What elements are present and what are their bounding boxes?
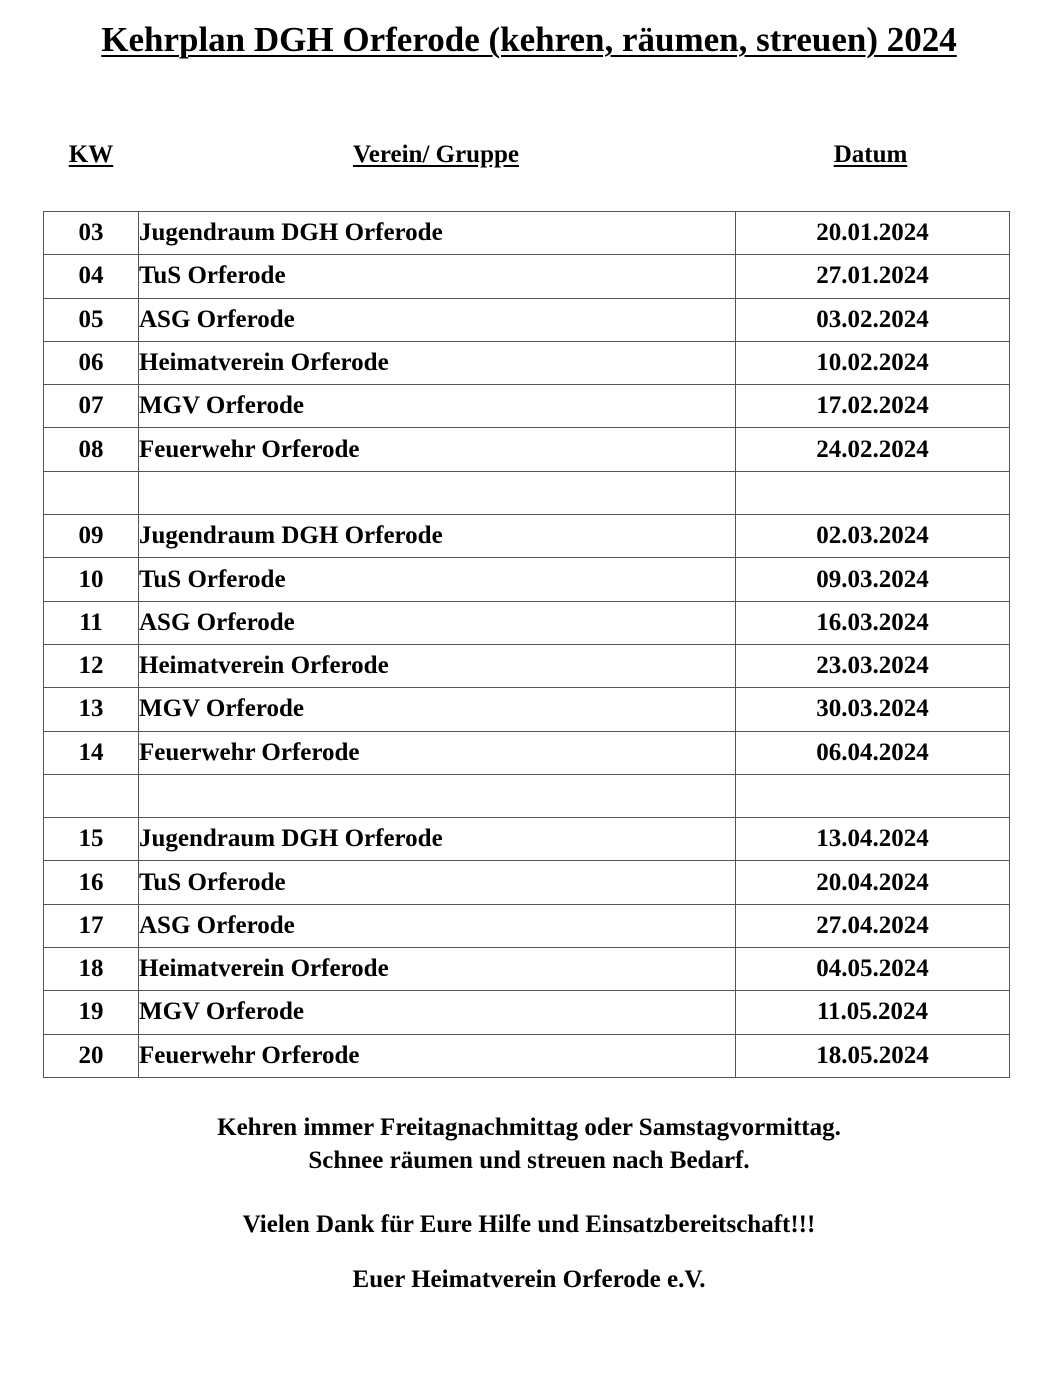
cell-kw: 15	[44, 818, 139, 861]
table-row	[44, 471, 1010, 514]
cell-kw: 04	[44, 255, 139, 298]
table-row	[44, 341, 1010, 384]
cell-datum: 03.02.2024	[736, 298, 1010, 341]
cell-kw: 14	[44, 731, 139, 774]
cell-datum: 04.05.2024	[736, 948, 1010, 991]
column-header-verein: Verein/ Gruppe	[353, 141, 519, 168]
column-header-datum: Datum	[833, 141, 908, 168]
cell-kw: 20	[44, 1034, 139, 1077]
table-row	[44, 774, 1010, 817]
table-row	[44, 601, 1010, 644]
cell-kw	[44, 774, 139, 817]
table-row	[44, 731, 1010, 774]
cell-verein: TuS Orferode	[139, 558, 736, 601]
footer-instructions	[0, 1111, 1058, 1177]
cell-verein	[139, 774, 736, 817]
cell-datum: 10.02.2024	[736, 341, 1010, 384]
table-row	[44, 428, 1010, 471]
table-row	[44, 385, 1010, 428]
table-row	[44, 255, 1010, 298]
page-title: Kehrplan DGH Orferode (kehren, räumen, streuen) 2024	[101, 20, 957, 59]
cell-kw: 19	[44, 991, 139, 1034]
cell-verein: ASG Orferode	[139, 904, 736, 947]
cell-kw	[44, 471, 139, 514]
cell-verein: Feuerwehr Orferode	[139, 428, 736, 471]
cell-kw: 09	[44, 515, 139, 558]
footer-line-snow: Schnee räumen und streuen nach Bedarf.	[308, 1147, 750, 1174]
cell-kw: 07	[44, 385, 139, 428]
cell-kw: 17	[44, 904, 139, 947]
cell-kw: 18	[44, 948, 139, 991]
footer-line-sweeping: Kehren immer Freitagnachmittag oder Samstagvormittag.	[217, 1114, 841, 1141]
cell-kw: 11	[44, 601, 139, 644]
cell-datum: 24.02.2024	[736, 428, 1010, 471]
table-row	[44, 948, 1010, 991]
cell-kw: 08	[44, 428, 139, 471]
cell-verein: Heimatverein Orferode	[139, 341, 736, 384]
cell-datum: 27.01.2024	[736, 255, 1010, 298]
cell-datum: 20.04.2024	[736, 861, 1010, 904]
schedule-table-body	[44, 212, 1010, 1078]
table-row	[44, 861, 1010, 904]
footer-signature: Euer Heimatverein Orferode e.V.	[352, 1266, 706, 1293]
cell-kw: 05	[44, 298, 139, 341]
cell-datum: 18.05.2024	[736, 1034, 1010, 1077]
cell-verein: Jugendraum DGH Orferode	[139, 212, 736, 255]
cell-datum: 16.03.2024	[736, 601, 1010, 644]
table-row	[44, 1034, 1010, 1077]
schedule-table	[43, 211, 1010, 1078]
cell-kw: 06	[44, 341, 139, 384]
footer-thanks: Vielen Dank für Eure Hilfe und Einsatzbereitschaft!!!	[242, 1211, 816, 1238]
cell-verein: TuS Orferode	[139, 861, 736, 904]
table-row	[44, 558, 1010, 601]
table-row	[44, 298, 1010, 341]
cell-verein: Jugendraum DGH Orferode	[139, 818, 736, 861]
cell-datum: 11.05.2024	[736, 991, 1010, 1034]
cell-verein: ASG Orferode	[139, 601, 736, 644]
cell-datum: 27.04.2024	[736, 904, 1010, 947]
cell-verein: ASG Orferode	[139, 298, 736, 341]
table-row	[44, 515, 1010, 558]
table-row	[44, 991, 1010, 1034]
cell-datum: 06.04.2024	[736, 731, 1010, 774]
cell-datum: 09.03.2024	[736, 558, 1010, 601]
cell-kw: 03	[44, 212, 139, 255]
table-row	[44, 818, 1010, 861]
cell-kw: 13	[44, 688, 139, 731]
cell-datum: 20.01.2024	[736, 212, 1010, 255]
cell-verein: MGV Orferode	[139, 991, 736, 1034]
table-row	[44, 688, 1010, 731]
table-row	[44, 212, 1010, 255]
column-header-kw: KW	[68, 141, 114, 168]
cell-datum: 13.04.2024	[736, 818, 1010, 861]
cell-verein: Heimatverein Orferode	[139, 644, 736, 687]
cell-verein: MGV Orferode	[139, 688, 736, 731]
cell-datum: 30.03.2024	[736, 688, 1010, 731]
cell-verein	[139, 471, 736, 514]
cell-datum: 02.03.2024	[736, 515, 1010, 558]
cell-verein: TuS Orferode	[139, 255, 736, 298]
cell-kw: 12	[44, 644, 139, 687]
table-row	[44, 904, 1010, 947]
cell-datum: 23.03.2024	[736, 644, 1010, 687]
cell-verein: Heimatverein Orferode	[139, 948, 736, 991]
cell-verein: MGV Orferode	[139, 385, 736, 428]
cell-datum	[736, 471, 1010, 514]
cell-kw: 16	[44, 861, 139, 904]
cell-verein: Feuerwehr Orferode	[139, 731, 736, 774]
table-row	[44, 644, 1010, 687]
cell-datum: 17.02.2024	[736, 385, 1010, 428]
cell-kw: 10	[44, 558, 139, 601]
cell-verein: Feuerwehr Orferode	[139, 1034, 736, 1077]
cell-verein: Jugendraum DGH Orferode	[139, 515, 736, 558]
cell-datum	[736, 774, 1010, 817]
